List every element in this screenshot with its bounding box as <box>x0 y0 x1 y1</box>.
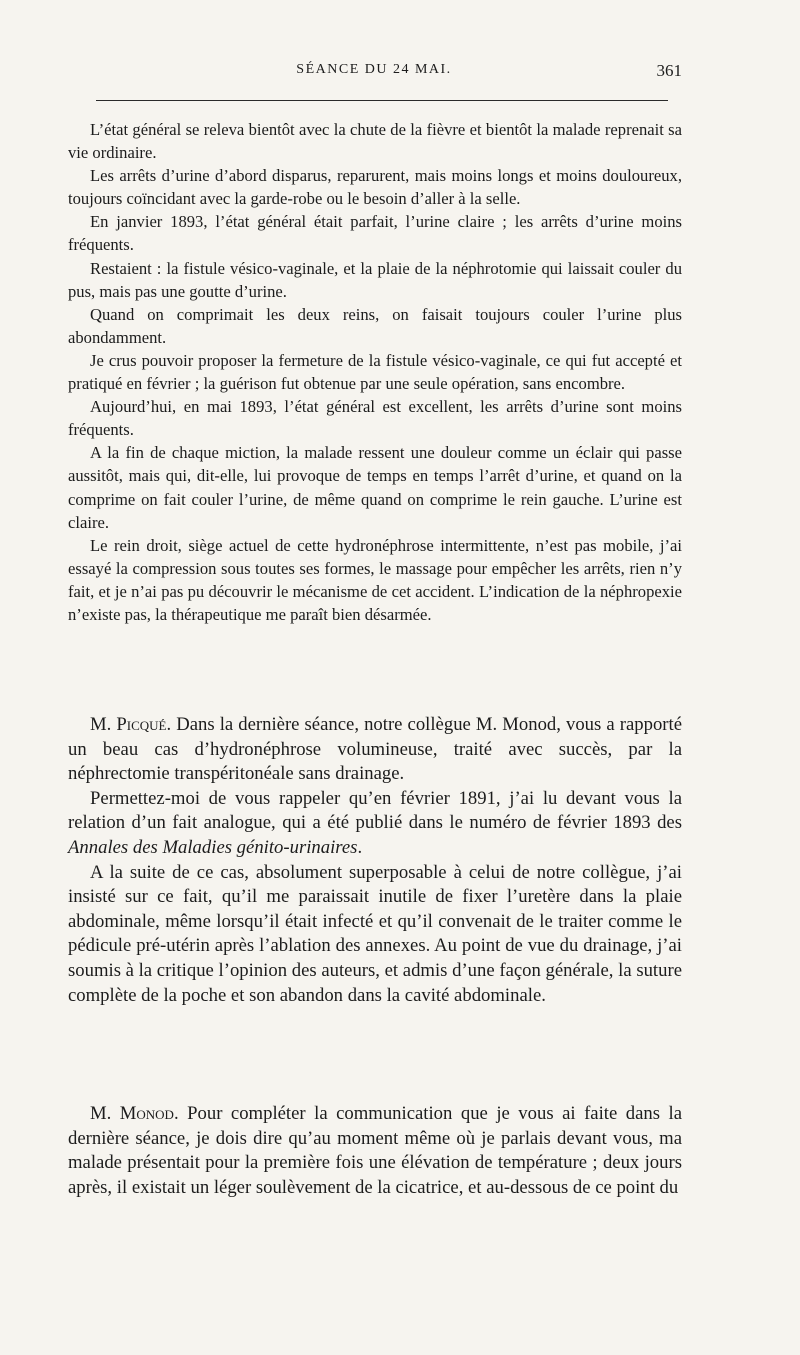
paragraph-text: Dans la dernière séance, notre collègue M. Monod, vous a rapporté un beau cas d’hydronéphrose volumineuse, traité avec succès, par la néphrectomie transpéritonéale sans drainage. <box>68 714 682 785</box>
paragraph-text: . <box>357 836 363 858</box>
picque-intervention <box>68 713 682 1008</box>
page-number: 361 <box>656 61 682 80</box>
paragraph: Les arrêts d’urine d’abord disparus, reparurent, mais moins longs et moins douloureux, toujours coïncidant avec la garde-robe ou le besoin d’aller à la selle. <box>68 166 682 209</box>
paragraph: L’état général se releva bientôt avec la chute de la fièvre et bientôt la malade reprenait sa vie ordinaire. <box>68 120 682 163</box>
paragraph: A la fin de chaque miction, la malade ressent une douleur comme un éclair qui passe aussitôt, mais qui, dit-elle, lui provoque de temps en temps l’arrêt d’urine, et quand on la comprime on fait couler l’urine, de même quand on comprime le rein gauche. L’urine est claire. <box>68 443 682 532</box>
monod-intervention <box>68 1102 682 1200</box>
journal-title: Annales des Maladies génito-urinaires <box>68 836 358 858</box>
paragraph: Le rein droit, siège actuel de cette hydronéphrose intermittente, n’est pas mobile, j’ai essayé la compression sous toutes ses formes, le massage pour empêcher les arrêts, rien n’y fait, et je n’ai pas pu découvrir le mécanisme de cet accident. L’indication de la néphropexie n’existe pas, la thérapeutique me paraît bien désarmée. <box>68 535 682 624</box>
speaker-name: M. Monod. <box>90 1103 179 1124</box>
paragraph: A la suite de ce cas, absolument superposable à celui de notre collègue, j’ai insisté sur ce fait, qu’il me paraissait inutile de fixer l’uretère dans la plaie abdominale, même lorsqu’il était infecté et qu’il convenait de le traiter comme le pédicule pré-utérin après l’ablation des annexes. Au point de vue du drainage, j’ai soumis à la critique l’opinion des auteurs, et admis d’une façon générale, la suture complète de la poche et son abandon dans la cavité abdominale. <box>68 861 682 1006</box>
case-report <box>68 118 682 626</box>
speaker-name: M. Picqué. <box>90 714 172 735</box>
paragraph: En janvier 1893, l’état général était parfait, l’urine claire ; les arrêts d’urine moins fréquents. <box>68 212 682 255</box>
paragraph <box>68 713 682 787</box>
paragraph: Aujourd’hui, en mai 1893, l’état général est excellent, les arrêts d’urine sont moins fréquents. <box>68 397 682 440</box>
paragraph: Je crus pouvoir proposer la fermeture de la fistule vésico-vaginale, ce qui fut accepté et pratiqué en février ; la guérison fut obtenue par une seule opération, sans encombre. <box>68 350 682 394</box>
running-head: SÉANCE DU 24 MAI. <box>296 62 452 77</box>
paragraph: Quand on comprimait les deux reins, on faisait toujours couler l’urine plus abondamment. <box>68 304 682 347</box>
paragraph: Restaient : la fistule vésico-vaginale, et la plaie de la néphrotomie qui laissait couler du pus, mais pas une goutte d’urine. <box>68 258 682 301</box>
paragraph-text: Pour compléter la communication que je vous ai faite dans la dernière séance, je dois dire qu’au moment même où je parlais devant vous, ma malade présentait pour la première fois une élévation de température ; deux jours après, il existait un léger soulèvement de la cicatrice, et au-dessous de ce point du <box>68 1103 682 1198</box>
header-rule <box>96 100 668 101</box>
paragraph-text: Permettez-moi de vous rappeler qu’en février 1891, j’ai lu devant vous la relation d’un fait analogue, qui a été publié dans le numéro de février 1893 des <box>68 787 682 834</box>
paragraph <box>68 787 682 861</box>
paragraph <box>68 1102 682 1200</box>
page-header <box>66 62 682 84</box>
